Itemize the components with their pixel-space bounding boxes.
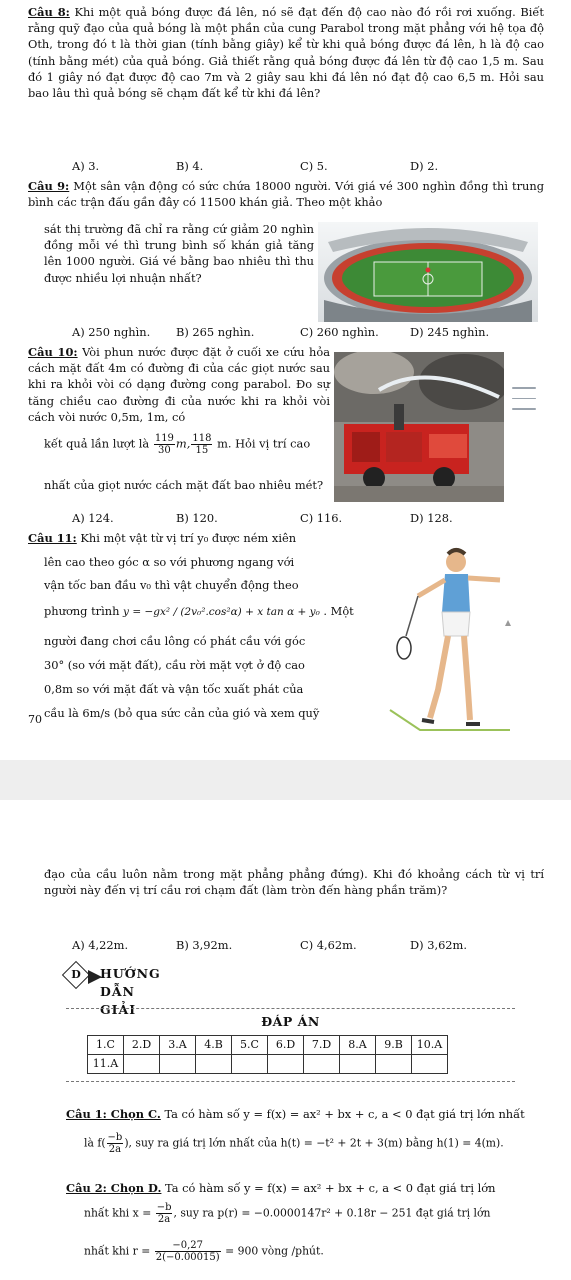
answer-cell <box>268 1055 304 1074</box>
fraction-num: −0,27 <box>155 1240 221 1252</box>
fraction-1 <box>154 433 175 456</box>
option-a[interactable]: A) 250 nghìn. <box>72 325 151 339</box>
question-9-options <box>72 324 542 340</box>
solution-1-line-2: là f( $\frac{-b}{2a}$ ), suy ra giá trị lớn nhất của h(t) = −t² + 2t + 3(m) bằng h(1) = 4(m). <box>84 1132 504 1155</box>
question-10 <box>28 344 330 425</box>
question-11-continued: đạo của cầu luôn nằm trong mặt phẳng phẳng đứng). Khi đó khoảng cách từ vị trí người này đến vị trí cầu rơi chạm đất (làm tròn đến hàng phần trăm)? <box>44 867 544 898</box>
answer-cell: 4.B <box>196 1036 232 1055</box>
q11-formula: y = −gx² / (2v₀².cos²α) + x tan α + y₀ <box>123 606 320 618</box>
option-b[interactable]: B) 265 nghìn. <box>176 325 255 339</box>
solution-1-text-a: Ta có hàm số y = f(x) = ax² + bx + c, a < 0 đạt giá trị lớn nhất <box>164 1107 525 1121</box>
fraction-neg-b-2a <box>107 1132 124 1155</box>
fraction-1-num: 119 <box>154 433 174 444</box>
answer-cell: 6.D <box>268 1036 304 1055</box>
section-title: HƯỚNG DẪN GIẢI <box>100 966 161 1017</box>
answer-cell: 9.B <box>376 1036 412 1055</box>
fire-truck-image <box>334 352 504 502</box>
fraction-2-num: 118 <box>192 433 212 444</box>
question-11-label: Câu 11: <box>28 531 77 545</box>
fraction-num: −b <box>156 1202 172 1213</box>
question-11-options <box>72 937 542 953</box>
option-b[interactable]: B) 4. <box>176 159 204 173</box>
option-b[interactable]: B) 120. <box>176 511 218 525</box>
badminton-player-image <box>370 540 520 740</box>
page-separator <box>0 760 571 800</box>
answer-cell: 1.C <box>88 1036 124 1055</box>
fraction-2-den: 15 <box>195 445 209 456</box>
answer-cell: 11.A <box>88 1055 124 1074</box>
question-8-label: Câu 8: <box>28 5 70 19</box>
question-11-line-2: lên cao theo góc α so với phương ngang với <box>44 555 295 569</box>
fraction-x <box>156 1202 173 1225</box>
solution-2-text-a: Ta có hàm số y = f(x) = ax² + bx + c, a < 0 đạt giá trị lớn <box>165 1181 496 1195</box>
solution-2-text-c2: = 900 vòng /phút. <box>225 1244 324 1258</box>
option-c[interactable]: C) 260 nghìn. <box>300 325 379 339</box>
question-8-options <box>72 158 542 174</box>
question-9-side-text: sát thị trường đã chỉ ra rằng cứ giảm 20 nghìn đồng mỗi vé thì trung bình số khán giả tăng lên 1000 người. Giá vé bằng bao nhiêu thì thu được nhiều lợi nhuận nhất? <box>44 222 314 285</box>
q10-text-a: kết quả lần lượt là <box>44 436 150 451</box>
table-row <box>88 1055 448 1074</box>
answer-key-table <box>87 1035 448 1074</box>
solution-2-text-b2: , suy ra p(r) = −0.0000147r² + 0.18r − 251 đạt giá trị lớn <box>173 1206 491 1220</box>
question-10-options <box>72 510 542 526</box>
answer-cell <box>160 1055 196 1074</box>
q11-line-4a: phương trình <box>44 604 120 618</box>
answer-cell: 8.A <box>340 1036 376 1055</box>
solution-2-line-2 <box>84 1202 554 1232</box>
answer-key-title: ĐÁP ÁN <box>261 1014 320 1029</box>
fraction-den: 2a <box>157 1214 171 1225</box>
question-10-label: Câu 10: <box>28 345 78 359</box>
option-d[interactable]: D) 2. <box>410 159 439 173</box>
answer-cell <box>232 1055 268 1074</box>
table-row <box>88 1036 448 1055</box>
question-10-text-3: nhất của giọt nước cách mặt đất bao nhiêu mét? <box>44 478 324 492</box>
q11-line-4b: . Một <box>323 604 354 618</box>
answer-cell <box>196 1055 232 1074</box>
question-11-line-3: vận tốc ban đầu v₀ thì vật chuyển động theo <box>44 578 299 592</box>
solution-2-label: Câu 2: Chọn D. <box>66 1181 162 1195</box>
question-11-line-5: người đang chơi cầu lông có phát cầu với góc <box>44 634 306 648</box>
answer-cell <box>124 1055 160 1074</box>
question-8 <box>28 4 544 101</box>
solution-2-line-3 <box>84 1240 554 1270</box>
answer-cell <box>376 1055 412 1074</box>
solution-1-line-1 <box>66 1106 546 1122</box>
option-a[interactable]: A) 124. <box>72 511 114 525</box>
question-10-text: Vòi phun nước được đặt ở cuối xe cứu hỏa cách mặt đất 4m có đường đi của các giọt nước sau khi ra khỏi vòi có dạng đường cong parabol. Đo sự tăng chiều cao đường đi của nước khi ra khỏi vòi cách vòi nước 0,5m, 1m, có <box>28 345 331 424</box>
question-10-fraction-line: kết quả lần lượt là $\frac{119}{30}$ m, $\frac{118}{15}$ m. Hỏi vị trí cao <box>44 433 311 456</box>
section-badge-letter: D <box>71 968 81 981</box>
question-9-label: Câu 9: <box>28 179 70 193</box>
solution-1-text-b2: , suy ra giá trị lớn nhất của h(t) = −t² + 2t + 3(m) bằng h(1) = 4(m). <box>128 1136 504 1150</box>
option-c[interactable]: C) 116. <box>300 511 343 525</box>
question-9-text-top: Một sân vận động có sức chứa 18000 người. Với giá vé 300 nghìn đồng thì trung bình các trận đấu gần đây có 11500 khán giả. Theo một khảo <box>28 179 545 210</box>
option-a[interactable]: A) 4,22m. <box>72 938 129 952</box>
solution-1-label: Câu 1: Chọn C. <box>66 1107 161 1121</box>
question-11-formula-line <box>44 603 364 629</box>
q11-line-1-text: Khi một vật từ vị trí y₀ được ném xiên <box>80 531 297 545</box>
answer-cell <box>412 1055 448 1074</box>
solution-2-text-b1: nhất khi x = <box>84 1206 152 1220</box>
answer-cell: 2.D <box>124 1036 160 1055</box>
option-b[interactable]: B) 3,92m. <box>176 938 233 952</box>
fraction-2 <box>191 433 212 456</box>
menu-lines-icon[interactable] <box>506 378 542 428</box>
fraction-den: 2a <box>108 1144 122 1155</box>
answer-cell: 5.C <box>232 1036 268 1055</box>
answer-cell <box>340 1055 376 1074</box>
stadium-image <box>318 222 538 322</box>
q10-text-b: m. Hỏi vị trí cao <box>217 436 311 451</box>
option-c[interactable]: C) 4,62m. <box>300 938 357 952</box>
question-11-line-7: 0,8m so với mặt đất và vận tốc xuất phát của <box>44 682 304 696</box>
question-11-line-6: 30° (so với mặt đất), cầu rời mặt vợt ở độ cao <box>44 658 305 672</box>
solution-1-text-b1: là f <box>84 1136 102 1150</box>
question-11-line-1 <box>28 530 358 546</box>
option-d[interactable]: D) 3,62m. <box>410 938 467 952</box>
fraction-r <box>155 1240 221 1263</box>
answer-cell: 10.A <box>412 1036 448 1055</box>
solution-2-line-1 <box>66 1180 546 1196</box>
answer-cell: 3.A <box>160 1036 196 1055</box>
answer-cell: 7.D <box>304 1036 340 1055</box>
fraction-den: 2(−0.00015) <box>155 1252 220 1263</box>
fraction-1-den: 30 <box>158 445 171 456</box>
solution-2-text-c1: nhất khi r = <box>84 1244 151 1258</box>
option-c[interactable]: C) 5. <box>300 159 328 173</box>
answer-cell <box>304 1055 340 1074</box>
question-9 <box>28 178 544 210</box>
option-a[interactable]: A) 3. <box>72 159 100 173</box>
page-number: 70 <box>28 713 42 726</box>
option-d[interactable]: D) 245 nghìn. <box>410 325 490 339</box>
question-11-line-8: cầu là 6m/s (bỏ qua sức cản của gió và xem quỹ <box>44 706 320 720</box>
question-8-text: Khi một quả bóng được đá lên, nó sẽ đạt đến độ cao nào đó rồi rơi xuống. Biết rằng quỹ đạo của quả bóng là một phần của cung Parabol trong mặt phẳng với hệ tọa độ Oth, trong đó t là thời gian (tính bằng giây) kể từ khi quả bóng được đá lên, h là độ cao (tính bằng mét) của quả bóng. Giả thiết rằng quả bóng được đá lên từ độ cao 1,5 m. Sau đó 1 giây nó đạt được độ cao 7m và 2 giây sau khi đá lên nó đạt độ cao 6,5 m. Hỏi sau bao lâu thì quả bóng sẽ chạm đất kể từ khi đá lên? <box>28 5 545 100</box>
fraction-num: −b <box>107 1132 123 1143</box>
answer-key-box <box>66 1008 515 1082</box>
option-d[interactable]: D) 128. <box>410 511 453 525</box>
